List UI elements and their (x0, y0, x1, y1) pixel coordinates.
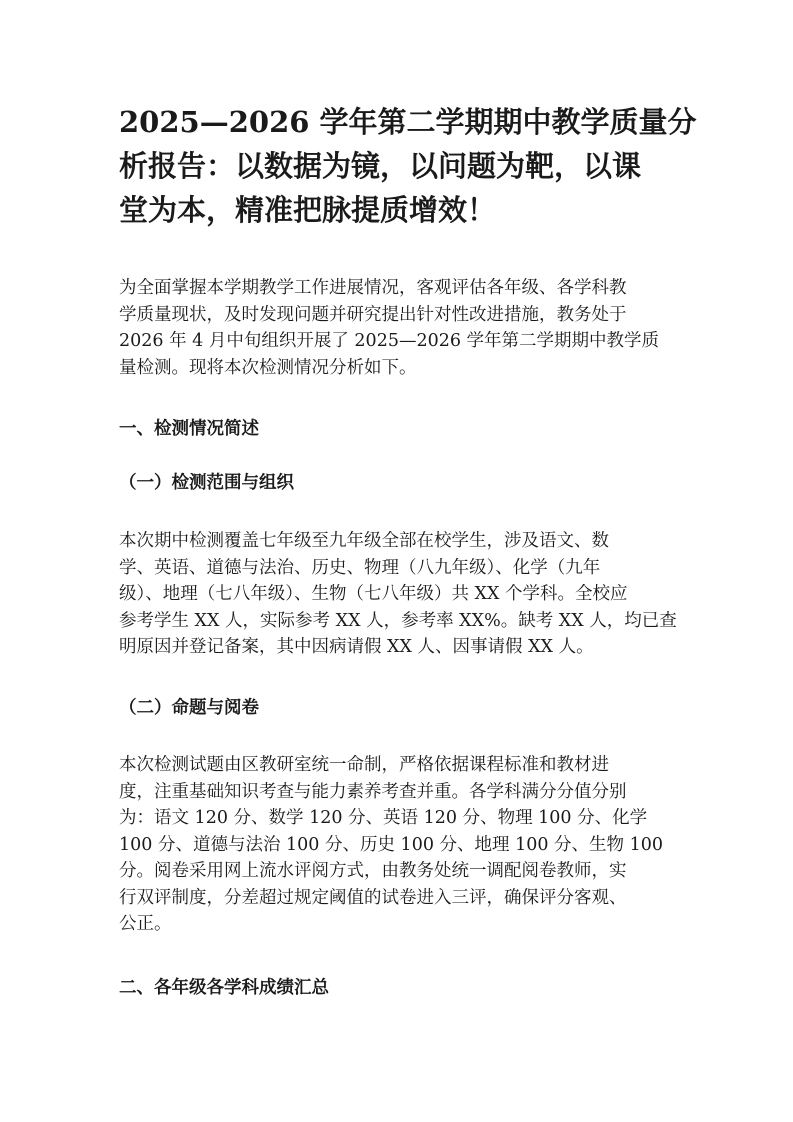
paragraph-line: 100 分、道德与法治 100 分、历史 100 分、地理 100 分、生物 100 (119, 834, 664, 855)
paragraph-line: 明原因并登记备案，其中因病请假 XX 人、因事请假 XX 人。 (119, 637, 594, 657)
page-title (119, 100, 697, 232)
paragraph-line: 度，注重基础知识考查与能力素养考查并重。各学科满分分值分别 (119, 781, 627, 802)
paragraph-line: 本次检测试题由区教研室统一命制，严格依据课程标准和教材进 (119, 755, 609, 775)
paragraph-line: 2026 年 4 月中旬组织开展了 2025—2026 学年第二学期期中教学质 (119, 331, 660, 351)
subsection-heading-1: （一）检测范围与组织 (119, 473, 294, 493)
section-heading-2: 二、各年级各学科成绩汇总 (119, 978, 329, 998)
paragraph-line: 级）、地理（七八年级）、生物（七八年级）共 XX 个学科。全校应 (119, 584, 628, 604)
section-heading-1: 一、检测情况简述 (119, 419, 259, 439)
paragraph-line: 学、英语、道德与法治、历史、物理（八九年级）、化学（九年 (119, 557, 601, 578)
title-line: 2025—2026 学年第二学期期中教学质量分 (119, 105, 697, 139)
paragraph-line: 行双评制度，分差超过规定阈值的试卷进入三评，确保评分客观、 (119, 887, 627, 908)
paragraph-line: 为：语文 120 分、数学 120 分、英语 120 分、物理 100 分、化学 (119, 808, 648, 828)
paragraph-line: 本次期中检测覆盖七年级至九年级全部在校学生，涉及语文、数 (119, 531, 609, 551)
paragraph-line: 分。阅卷采用网上流水评阅方式，由教务处统一调配阅卷教师，实 (119, 861, 627, 881)
paragraph-line: 参考学生 XX 人，实际参考 XX 人，参考率 XX%。缺考 XX 人，均已查 (119, 610, 677, 631)
subsection-heading-2: （二）命题与阅卷 (119, 698, 259, 718)
subsection-paragraph-2 (119, 752, 679, 938)
title-line: 堂为本，精准把脉提质增效！ (119, 193, 497, 227)
subsection-paragraph-1 (119, 528, 679, 661)
title-line: 析报告：以数据为镜，以问题为靶，以课 (119, 149, 642, 183)
intro-paragraph (119, 275, 679, 381)
paragraph-line: 公正。 (119, 914, 172, 934)
paragraph-line: 学质量现状，及时发现问题并研究提出针对性改进措施，教务处于 (119, 304, 627, 325)
paragraph-line: 量检测。现将本次检测情况分析如下。 (119, 357, 417, 378)
paragraph-line: 为全面掌握本学期教学工作进展情况，客观评估各年级、各学科教 (119, 278, 627, 298)
